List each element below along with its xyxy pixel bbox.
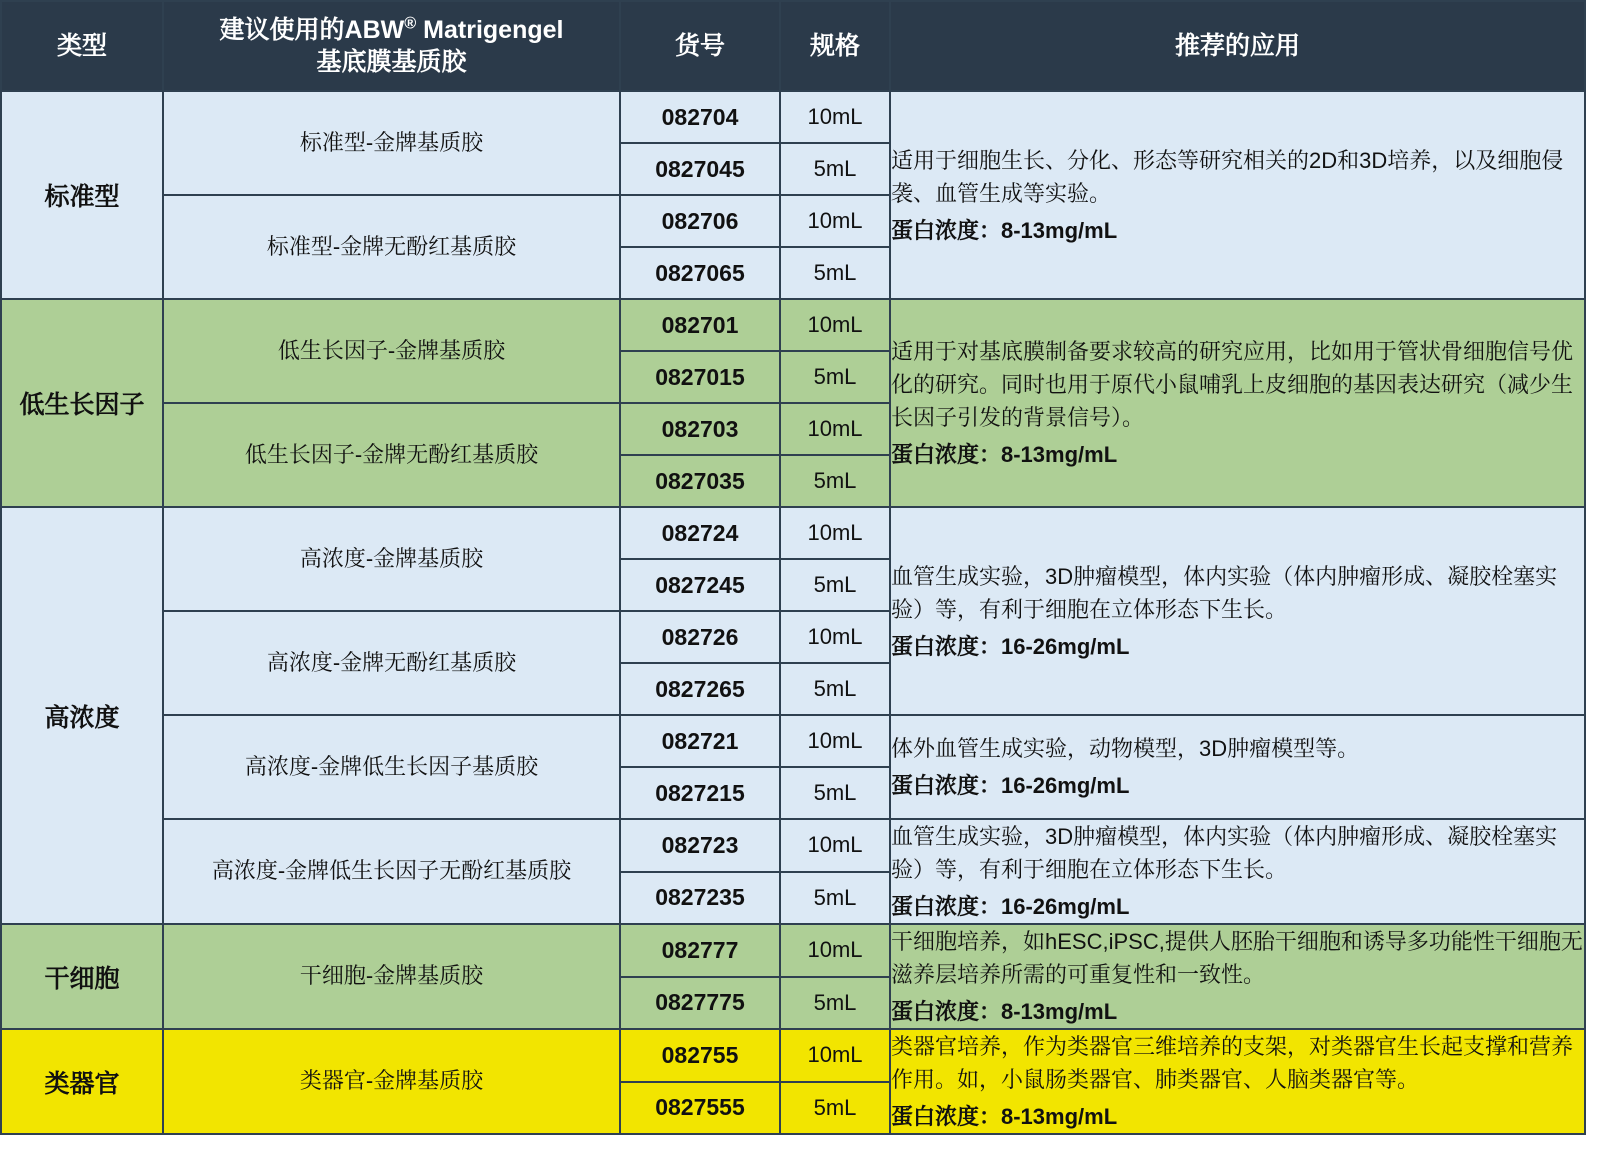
application-text: 适用于对基底膜制备要求较高的研究应用，比如用于管状骨细胞信号优化的研究。同时也用于原代小鼠哺乳上皮细胞的基因表达研究（减少生长因子引发的背景信号）。 (891, 339, 1574, 430)
table-row (1, 299, 1585, 351)
cell-catalog-number: 082777 (620, 924, 780, 977)
cell-spec: 5mL (780, 455, 890, 507)
cell-spec: 5mL (780, 977, 890, 1030)
application-text: 血管生成实验，3D肿瘤模型，体内实验（体内肿瘤形成、凝胶栓塞实验）等，有利于细胞在立体形态下生长。 (891, 563, 1558, 622)
application-text: 适用于细胞生长、分化、形态等研究相关的2D和3D培养，以及细胞侵袭、血管生成等实验。 (891, 147, 1564, 206)
cell-spec: 10mL (780, 715, 890, 767)
cell-spec: 5mL (780, 351, 890, 403)
cell-product-name: 高浓度-金牌低生长因子基质胶 (163, 715, 620, 819)
cell-catalog-number: 082721 (620, 715, 780, 767)
cell-catalog-number: 082723 (620, 819, 780, 872)
cell-spec: 10mL (780, 507, 890, 559)
cell-application (890, 91, 1585, 299)
cell-catalog-number: 0827015 (620, 351, 780, 403)
cell-catalog-number: 0827065 (620, 247, 780, 299)
cell-application (890, 715, 1585, 819)
table-row (1, 924, 1585, 977)
cell-catalog-number: 0827555 (620, 1082, 780, 1135)
table-row (1, 507, 1585, 559)
protein-concentration: 蛋白浓度：8-13mg/mL (891, 217, 1118, 243)
protein-concentration: 蛋白浓度：8-13mg/mL (891, 999, 1118, 1024)
application-text: 类器官培养，作为类器官三维培养的支架，对类器官生长起支撑和营养作用。如，小鼠肠类器官、肺类器官、人脑类器官等。 (891, 1034, 1574, 1092)
cell-application (890, 299, 1585, 507)
cell-catalog-number: 082726 (620, 611, 780, 663)
table-row (1, 1029, 1585, 1082)
header-product-name (163, 1, 620, 91)
cell-catalog-number: 0827035 (620, 455, 780, 507)
cell-application (890, 924, 1585, 1029)
cell-product-name: 类器官-金牌基质胶 (163, 1029, 620, 1134)
protein-concentration: 蛋白浓度：16-26mg/mL (891, 773, 1130, 798)
cell-type: 标准型 (1, 91, 163, 299)
cell-catalog-number: 082703 (620, 403, 780, 455)
header-product-text2: Matrigengel (416, 15, 564, 44)
table-row (1, 715, 1585, 767)
cell-spec: 10mL (780, 403, 890, 455)
cell-spec: 10mL (780, 195, 890, 247)
header-spec: 规格 (780, 1, 890, 91)
cell-spec: 10mL (780, 611, 890, 663)
cell-catalog-number: 0827245 (620, 559, 780, 611)
table-row (1, 91, 1585, 143)
cell-spec: 5mL (780, 1082, 890, 1135)
cell-catalog-number: 0827265 (620, 663, 780, 715)
header-catalog: 货号 (620, 1, 780, 91)
cell-spec: 5mL (780, 559, 890, 611)
cell-spec: 5mL (780, 767, 890, 819)
cell-catalog-number: 0827045 (620, 143, 780, 195)
cell-type: 高浓度 (1, 507, 163, 924)
application-text: 血管生成实验，3D肿瘤模型，体内实验（体内肿瘤形成、凝胶栓塞实验）等，有利于细胞在立体形态下生长。 (891, 824, 1558, 882)
cell-product-name: 高浓度-金牌无酚红基质胶 (163, 611, 620, 715)
cell-product-name: 低生长因子-金牌无酚红基质胶 (163, 403, 620, 507)
cell-catalog-number: 082706 (620, 195, 780, 247)
cell-application (890, 819, 1585, 924)
table-header (1, 1, 1585, 91)
registered-trademark-icon: ® (404, 14, 417, 33)
cell-type: 类器官 (1, 1029, 163, 1134)
header-product-line1 (220, 16, 564, 44)
cell-spec: 5mL (780, 872, 890, 925)
cell-catalog-number: 0827235 (620, 872, 780, 925)
cell-spec: 10mL (780, 299, 890, 351)
cell-product-name: 高浓度-金牌低生长因子无酚红基质胶 (163, 819, 620, 924)
cell-spec: 10mL (780, 924, 890, 977)
cell-spec: 10mL (780, 1029, 890, 1082)
cell-product-name: 标准型-金牌基质胶 (163, 91, 620, 195)
cell-product-name: 低生长因子-金牌基质胶 (163, 299, 620, 403)
cell-catalog-number: 0827215 (620, 767, 780, 819)
cell-application (890, 1029, 1585, 1134)
cell-spec: 5mL (780, 663, 890, 715)
cell-catalog-number: 0827775 (620, 977, 780, 1030)
application-text: 干细胞培养，如hESC,iPSC,提供人胚胎干细胞和诱导多功能性干细胞无滋养层培养所需的可重复性和一致性。 (891, 929, 1583, 987)
cell-spec: 5mL (780, 143, 890, 195)
protein-concentration: 蛋白浓度：8-13mg/mL (891, 1104, 1118, 1129)
header-product-line2: 基底膜基质胶 (316, 48, 467, 77)
cell-product-name: 干细胞-金牌基质胶 (163, 924, 620, 1029)
cell-product-name: 高浓度-金牌基质胶 (163, 507, 620, 611)
cell-product-name: 标准型-金牌无酚红基质胶 (163, 195, 620, 299)
table-row (1, 819, 1585, 872)
cell-spec: 10mL (780, 819, 890, 872)
protein-concentration: 蛋白浓度：16-26mg/mL (891, 633, 1130, 659)
cell-spec: 5mL (780, 247, 890, 299)
header-product-text: 建议使用的ABW (219, 15, 405, 44)
cell-catalog-number: 082724 (620, 507, 780, 559)
cell-catalog-number: 082704 (620, 91, 780, 143)
application-text: 体外血管生成实验，动物模型，3D肿瘤模型等。 (891, 736, 1360, 761)
cell-catalog-number: 082755 (620, 1029, 780, 1082)
table-body (1, 91, 1585, 1134)
protein-concentration: 蛋白浓度：16-26mg/mL (891, 894, 1130, 919)
header-application: 推荐的应用 (890, 1, 1585, 91)
protein-concentration: 蛋白浓度：8-13mg/mL (891, 442, 1118, 467)
cell-spec: 10mL (780, 91, 890, 143)
table-header-row (1, 1, 1585, 91)
cell-type: 干细胞 (1, 924, 163, 1029)
header-type: 类型 (1, 1, 163, 91)
cell-type: 低生长因子 (1, 299, 163, 507)
cell-catalog-number: 082701 (620, 299, 780, 351)
cell-application (890, 507, 1585, 715)
